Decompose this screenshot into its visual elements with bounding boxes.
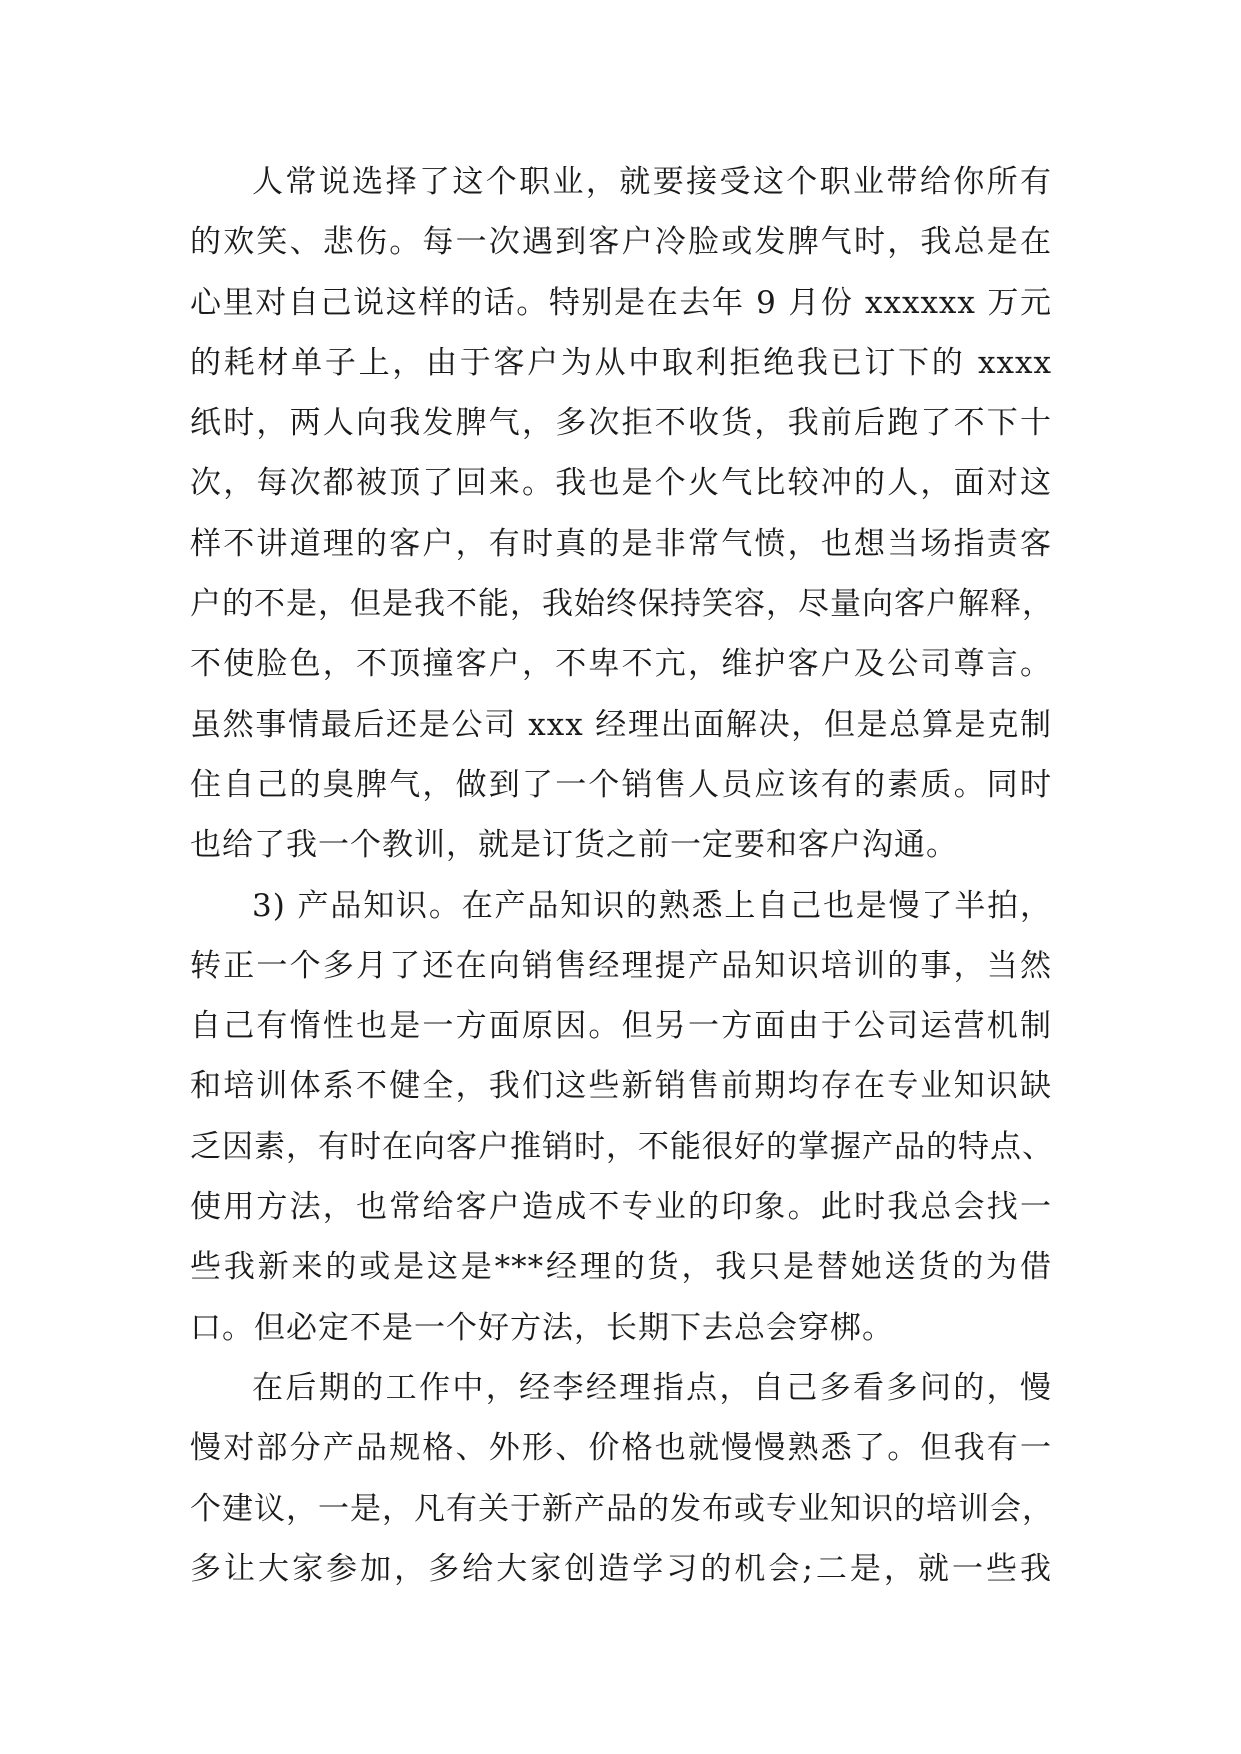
text-line: 虽然事情最后还是公司 xxx 经理出面解决，但是总算是克制 [190,706,1052,743]
text-line: 使用方法，也常给客户造成不专业的印象。此时我总会找一 [190,1189,1052,1226]
text-line: 不使脸色，不顶撞客户，不卑不亢，维护客户及公司尊言。 [190,646,1052,683]
text-line: 的耗材单子上，由于客户为从中取利拒绝我已订下的 xxxx [190,344,1052,381]
paragraph [190,876,1052,1358]
text-line: 样不讲道理的客户，有时真的是非常气愤，也想当场指责客 [190,525,1052,562]
text-line: 的欢笑、悲伤。每一次遇到客户冷脸或发脾气时，我总是在 [190,224,1052,261]
text-line: 次，每次都被顶了回来。我也是个火气比较冲的人，面对这 [190,465,1052,502]
text-line: 口。但必定不是一个好方法，长期下去总会穿梆。 [190,1309,894,1346]
text-line: 转正一个多月了还在向销售经理提产品知识培训的事，当然 [190,947,1052,984]
paragraph [190,152,1052,876]
text-line: 多让大家参加，多给大家创造学习的机会;二是，就一些我 [190,1550,1052,1587]
text-line: 住自己的臭脾气，做到了一个销售人员应该有的素质。同时 [190,766,1052,803]
text-line: 户的不是，但是我不能，我始终保持笑容，尽量向客户解释， [190,586,1054,623]
text-line: 慢对部分产品规格、外形、价格也就慢慢熟悉了。但我有一 [190,1430,1052,1467]
text-line: 在后期的工作中，经李经理指点，自己多看多问的，慢 [252,1369,1052,1406]
text-line: 和培训体系不健全，我们这些新销售前期均存在专业知识缺 [190,1068,1052,1105]
text-line: 纸时，两人向我发脾气，多次拒不收货，我前后跑了不下十 [190,405,1052,442]
text-line: 人常说选择了这个职业，就要接受这个职业带给你所有 [252,164,1052,200]
text-line: 乏因素，有时在向客户推销时，不能很好的掌握产品的特点、 [190,1128,1054,1165]
text-line: 个建议，一是，凡有关于新产品的发布或专业知识的培训会， [190,1490,1054,1527]
text-line: 也给了我一个教训，就是订货之前一定要和客户沟通。 [190,827,958,864]
body-text [190,152,1052,1599]
text-line: 自己有惰性也是一方面原因。但另一方面由于公司运营机制 [190,1008,1052,1045]
paragraph [190,1358,1052,1599]
text-line: 3) 产品知识。在产品知识的熟悉上自己也是慢了半拍， [252,887,1052,924]
text-line: 心里对自己说这样的话。特别是在去年 9 月份 xxxxxx 万元 [190,284,1052,321]
text-line: 些我新来的或是这是***经理的货，我只是替她送货的为借 [190,1249,1052,1286]
